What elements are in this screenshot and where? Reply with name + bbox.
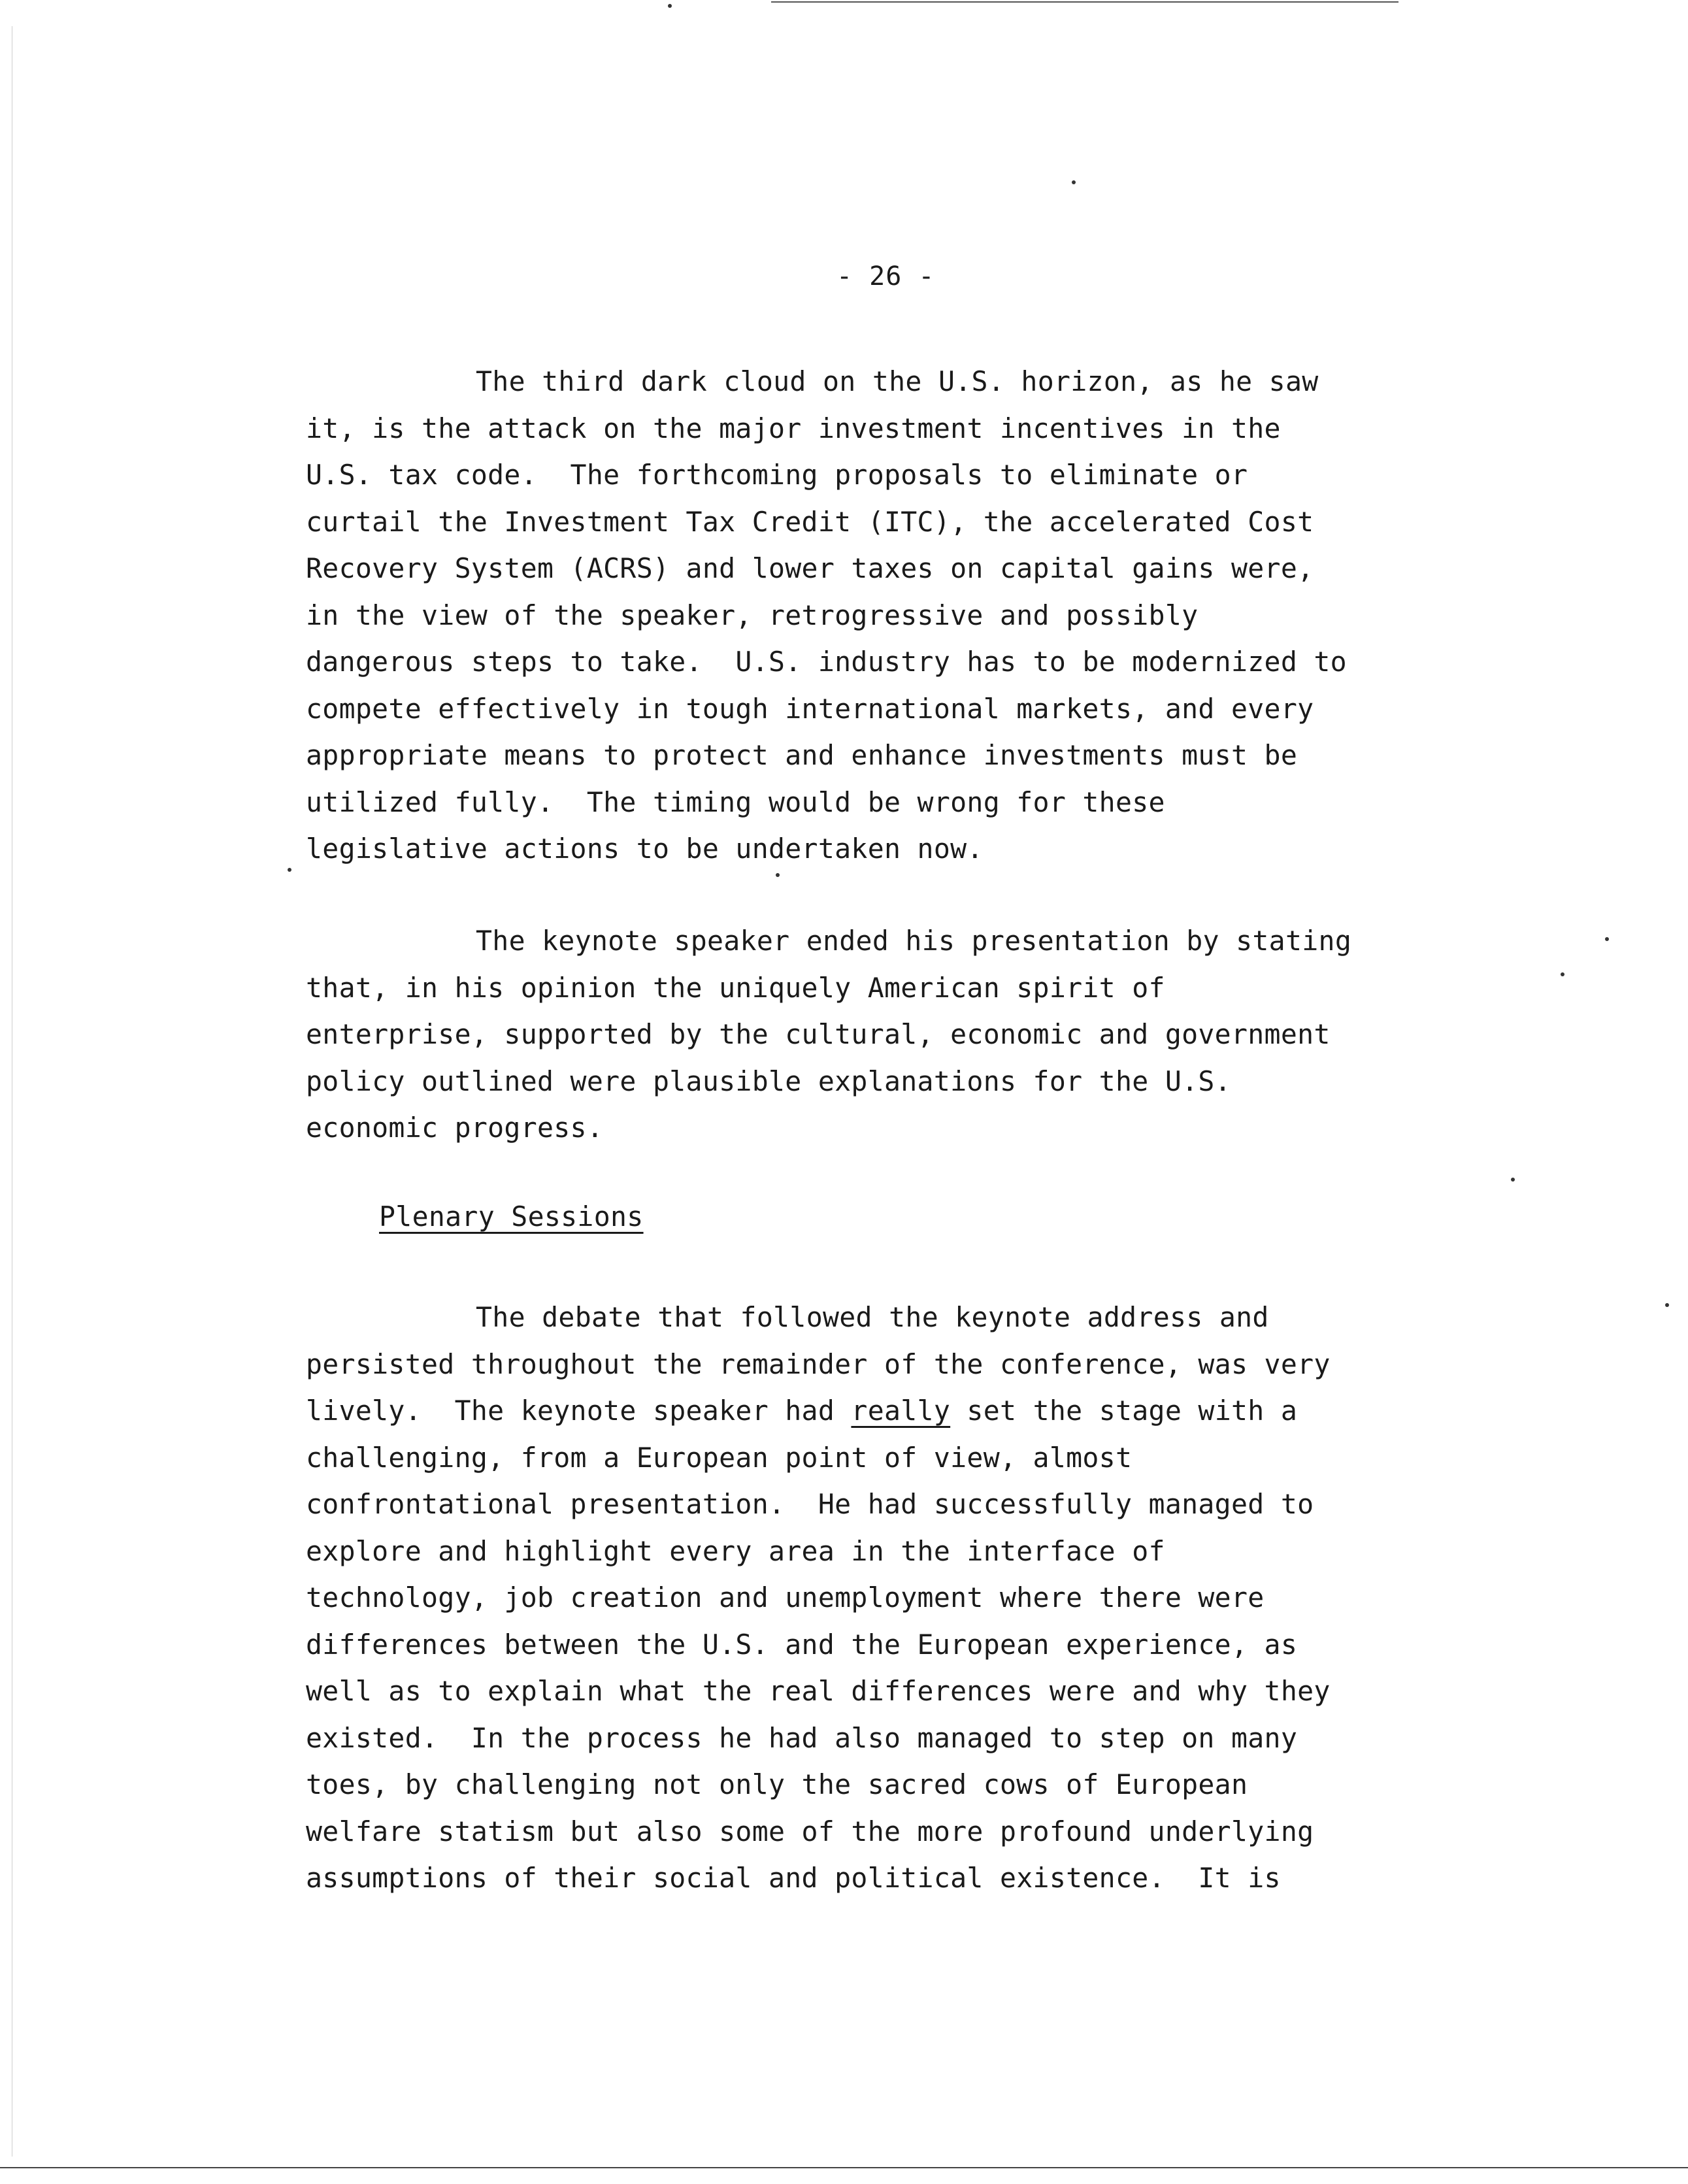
text-line: existed. In the process he had also managed to step on many [306,1721,1298,1754]
scan-speck [1605,937,1609,941]
text-line [306,1387,1508,1434]
text-line: welfare statism but also some of the more profound underlying [306,1815,1314,1847]
emphasized-word: really [851,1395,951,1427]
text-line: utilized fully. The timing would be wrong for these [306,786,1165,818]
text-line: challenging, from a European point of view, almost [306,1441,1133,1474]
scan-speck [1561,972,1564,976]
page-number: - 26 - [836,261,935,291]
text-line: Recovery System (ACRS) and lower taxes on capital gains were, [306,552,1314,584]
text-line: enterprise, supported by the cultural, economic and government [306,1018,1331,1050]
text-line: confrontational presentation. He had successfully managed to [306,1488,1314,1520]
paragraph-plenary-debate [306,1294,1508,1902]
scan-speck [776,873,780,877]
text-line: policy outlined were plausible explanations for the U.S. [306,1065,1231,1097]
text-line: persisted throughout the remainder of the conference, was very [306,1348,1331,1380]
paragraph-keynote-conclusion [306,918,1508,1151]
scan-speck [288,868,291,872]
scan-edge-top [771,1,1398,3]
text-line: toes, by challenging not only the sacred cows of European [306,1768,1248,1800]
text-line: technology, job creation and unemployment where there were [306,1581,1265,1613]
text-line: legislative actions to be undertaken now. [306,833,984,865]
text-line: compete effectively in tough international markets, and every [306,692,1314,725]
text-line: economic progress. [306,1112,604,1144]
text-line: appropriate means to protect and enhance investments must be [306,739,1298,771]
text-line: explore and highlight every area in the interface of [306,1534,1165,1567]
text-line: in the view of the speaker, retrogressive and possibly [306,599,1199,631]
scan-edge-bottom [0,2167,1688,2168]
scan-speck [668,4,672,8]
text-line: The third dark cloud on the U.S. horizon, as he saw [476,365,1319,397]
section-heading: Plenary Sessions [379,1200,644,1233]
text-line: U.S. tax code. The forthcoming proposals to eliminate or [306,459,1248,491]
scan-speck [1072,180,1076,184]
text-line: curtail the Investment Tax Credit (ITC), the accelerated Cost [306,505,1314,538]
scan-speck [1665,1303,1669,1307]
text-line: The keynote speaker ended his presentation by stating [476,925,1352,957]
text-segment: set the stage with a [950,1395,1298,1427]
text-line: dangerous steps to take. U.S. industry has to be modernized to [306,646,1347,678]
text-line: differences between the U.S. and the European experience, as [306,1628,1298,1661]
text-line: well as to explain what the real differences were and why they [306,1675,1331,1707]
text-line: assumptions of their social and political existence. It is [306,1862,1281,1894]
paragraph-investment-incentives [306,358,1508,872]
text-line: The debate that followed the keynote address and [476,1301,1269,1333]
text-line: it, is the attack on the major investment incentives in the [306,412,1281,444]
text-segment: lively. The keynote speaker had [306,1395,852,1427]
text-line: that, in his opinion the uniquely American spirit of [306,971,1165,1004]
scan-speck [1511,1178,1515,1182]
